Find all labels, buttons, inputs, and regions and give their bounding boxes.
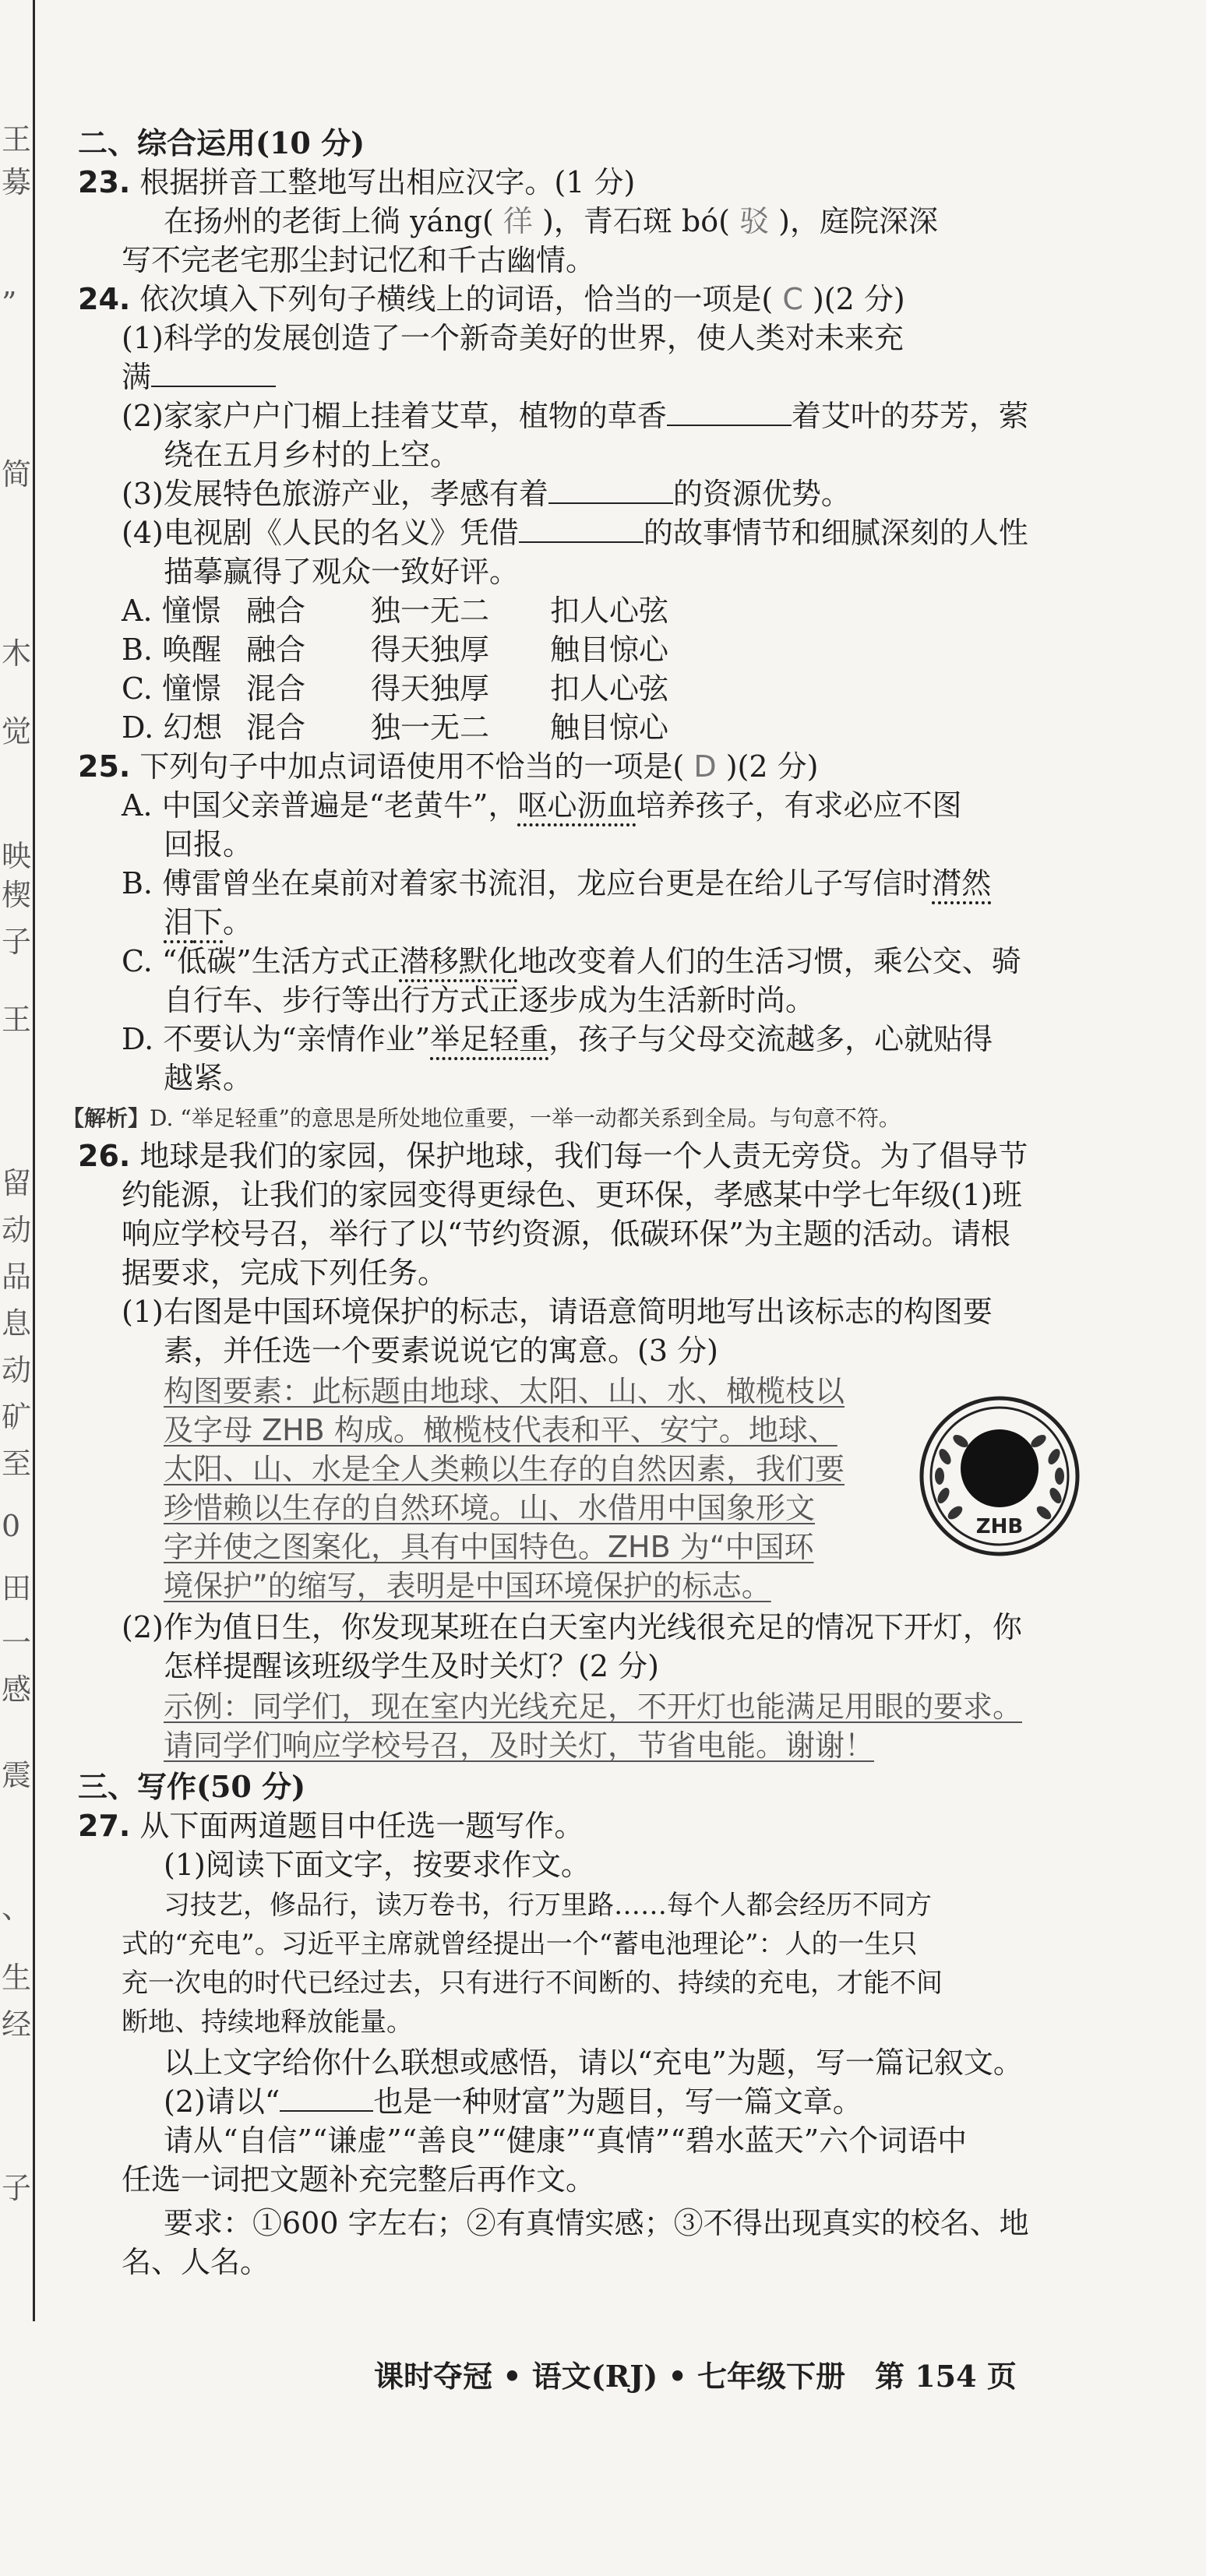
question-number: 26. [78, 1139, 131, 1173]
requirements-line: 名、人名。 [122, 2245, 270, 2279]
option-cell: 融合 [246, 633, 306, 667]
dotted-phrase: 呕心沥血 [517, 788, 636, 823]
answer-line: 珍惜赖以生存的自然环境。山、水借用中国象形文 [164, 1491, 816, 1525]
question-text: 根据拼音工整地写出相应汉字。(1 分) [139, 165, 636, 199]
option-cell: A. 憧憬 [122, 594, 221, 628]
option-cell: 扣人心弦 [550, 671, 669, 706]
analysis-note [62, 1100, 901, 1137]
question-number: 27. [78, 1809, 131, 1843]
margin-char: 王 [2, 122, 32, 157]
margin-char: 楔 [2, 878, 32, 912]
question-27-stem [78, 1807, 584, 1845]
analysis-label: 【解析】 [62, 1105, 150, 1131]
text-segment: A. 中国父亲普遍是“老黄牛”， [122, 788, 518, 823]
text-segment: 在扬州的老街上徜 yáng( [164, 204, 494, 238]
text-segment: 地改变着人们的生活习惯，乘公交、骑 [517, 944, 1021, 978]
text-segment: 培养孩子，有求必应不图 [636, 788, 962, 823]
sentence: 绕在五月乡村的上空。 [164, 438, 460, 472]
handwritten-answer: 驳 [739, 204, 770, 238]
option-a [122, 787, 962, 824]
text-segment: (2)家家户户门楣上挂着艾草，植物的草香 [122, 399, 667, 433]
sentence [122, 397, 1028, 435]
text-segment: 地球是我们的家园，保护地球，我们每一个人责无旁贷。为了倡导节 [139, 1139, 1028, 1173]
text-segment: 的资源优势。 [672, 477, 851, 511]
prompt-line: 请从“自信”“谦虚”“善良”“健康”“真情”“碧水蓝天”六个词语中 [164, 2123, 968, 2158]
text-segment: (4)电视剧《人民的名义》凭借 [122, 516, 519, 550]
question-24-stem [78, 280, 905, 318]
paragraph-line: 据要求，完成下列任务。 [122, 1256, 448, 1290]
dotted-phrase: 潸然 [932, 866, 992, 900]
text-segment: (3)发展特色旅游产业，孝感有着 [122, 477, 548, 511]
margin-char: 震 [2, 1758, 32, 1792]
option-cell: 混合 [246, 710, 306, 745]
option-cell: D. 幻想 [122, 710, 223, 745]
margin-char: ” [2, 286, 17, 320]
topic-option: (1)阅读下面文字，按要求作文。 [164, 1848, 591, 1882]
topic-option [164, 2083, 862, 2120]
margin-char: 0 [2, 1509, 21, 1543]
page-footer: 课时夺冠 • 语文(RJ) • 七年级下册 第 154 页 [374, 2359, 1017, 2394]
material-line: 断地、持续地释放能量。 [122, 2007, 413, 2038]
option-row [122, 709, 668, 746]
answer-line: 及字母 ZHB 构成。橄榄枝代表和平、安宁。地球、 [164, 1413, 838, 1447]
dotted-phrase: 举足轻重 [430, 1022, 549, 1056]
question-23-line [164, 203, 938, 240]
margin-char: 感 [2, 1672, 32, 1707]
margin-char: 动 [2, 1353, 32, 1387]
margin-char: 矿 [2, 1400, 32, 1434]
margin-char: 木 [2, 636, 32, 671]
margin-char: 觉 [2, 714, 32, 749]
text-segment: 依次填入下列句子横线上的词语，恰当的一项是( [139, 282, 774, 316]
margin-char: 生 [2, 1961, 32, 1995]
handwritten-answer: C [782, 282, 803, 316]
text-segment: (2)请以“ [164, 2084, 280, 2119]
question-23-line: 写不完老宅那尘封记忆和千古幽情。 [122, 243, 596, 277]
sentence: 描摹赢得了观众一致好评。 [164, 555, 520, 589]
question-23-stem [78, 164, 635, 201]
fill-blank [667, 398, 792, 426]
sentence: (1)科学的发展创造了一个新奇美好的世界，使人类对未来充 [122, 321, 904, 355]
option-cell: 得天独厚 [371, 633, 490, 667]
earth-icon [961, 1429, 1038, 1507]
dotted-phrase: 泪 [164, 905, 194, 939]
answer-line: 境保护”的缩写，表明是中国环境保护的标志。 [164, 1569, 771, 1603]
option-c [122, 943, 1021, 980]
text-segment: 也是一种财富”为题目，写一篇文章。 [373, 2084, 862, 2119]
margin-char: 子 [2, 925, 32, 959]
handwritten-answer: 徉 [503, 204, 533, 238]
dotted-phrase: 潜移默化 [399, 944, 518, 978]
margin-char: 留 [2, 1166, 32, 1200]
option-cell: 得天独厚 [371, 671, 490, 706]
text-segment: )，青石斑 bó( [542, 204, 730, 238]
option-cell: 独一无二 [371, 710, 490, 745]
option-row [122, 670, 668, 707]
option-row [122, 592, 668, 629]
text-segment: )(2 分) [812, 282, 905, 316]
text-segment: D. 不要认为“亲情作业” [122, 1022, 431, 1056]
question-number: 23. [78, 165, 131, 199]
environmental-protection-logo [918, 1394, 1081, 1558]
option-cell: 扣人心弦 [550, 594, 669, 628]
option-b [122, 865, 991, 902]
answer-line: 示例：同学们，现在室内光线充足，不开灯也能满足用眼的要求。 [164, 1690, 1023, 1724]
option-c-cont: 自行车、步行等出行方式正逐步成为生活新时尚。 [164, 983, 816, 1017]
handwritten-answer: D [693, 749, 717, 784]
fill-blank [548, 476, 673, 504]
sub-question: (2)作为值日生，你发现某班在白天室内光线很充足的情况下开灯，你 [122, 1610, 1022, 1644]
option-a-cont: 回报。 [164, 827, 253, 862]
binding-margin [0, 0, 35, 2321]
margin-char: 息 [2, 1306, 32, 1341]
margin-char: 品 [2, 1260, 32, 1294]
answer-line: 请同学们响应学校号召，及时关灯，节省电能。谢谢！ [164, 1728, 875, 1763]
question-number: 25. [78, 749, 131, 784]
text-segment: B. 傅雷曾坐在桌前对着家书流泪，龙应台更是在给儿子写信时 [122, 866, 933, 900]
text-segment: 满 [122, 360, 152, 394]
prompt-line: 以上文字给你什么联想或感悟，请以“充电”为题，写一篇记叙文。 [164, 2046, 1023, 2080]
fill-blank [280, 2084, 373, 2112]
sentence [122, 358, 276, 396]
margin-char: 募 [2, 165, 32, 199]
text-segment: 从下面两道题目中任选一题写作。 [139, 1809, 584, 1843]
dotted-phrase: 下 [193, 905, 224, 939]
logo-text: ZHB [975, 1515, 1024, 1538]
sentence [122, 514, 1028, 551]
margin-char: 动 [2, 1213, 32, 1247]
material-line: 习技艺，修品行，读万卷书，行万里路……每个人都会经历不同方 [164, 1890, 932, 1921]
option-cell: B. 唤醒 [122, 633, 222, 667]
option-cell: 触目惊心 [550, 633, 669, 667]
paragraph-line: 响应学校号召，举行了以“节约资源，低碳环保”为主题的活动。请根 [122, 1217, 1010, 1251]
text-segment: 。 [223, 905, 253, 939]
option-cell: C. 憧憬 [122, 671, 221, 706]
text-segment: 着艾叶的芬芳，萦 [791, 399, 1028, 433]
analysis-text: D. “举足轻重”的意思是所处地位重要，一举一动都关系到全局。与句意不符。 [150, 1105, 901, 1131]
text-segment: )，庭院深深 [778, 204, 938, 238]
text-segment: 的故事情节和细腻深刻的人性 [643, 516, 1028, 550]
option-cell: 独一无二 [371, 594, 490, 628]
margin-char: 至 [2, 1447, 32, 1481]
fill-blank [151, 359, 276, 387]
sub-question: (1)右图是中国环境保护的标志，请语意简明地写出该标志的构图要 [122, 1295, 993, 1329]
text-segment: C. “低碳”生活方式正 [122, 944, 400, 978]
option-d-cont: 越紧。 [164, 1061, 253, 1095]
option-d [122, 1020, 993, 1058]
requirements-line: 要求：①600 字左右；②有真情实感；③不得出现真实的校名、地 [164, 2206, 1029, 2240]
paragraph-line: 约能源，让我们的家园变得更绿色、更环保，孝感某中学七年级(1)班 [122, 1178, 1022, 1212]
margin-char: 田 [2, 1571, 32, 1605]
margin-char: 经 [2, 2007, 32, 2042]
question-26-stem [78, 1137, 1028, 1175]
margin-char: 、 [2, 1891, 32, 1925]
margin-char: 一 [2, 1626, 32, 1660]
question-25-stem [78, 748, 818, 785]
option-b-cont [164, 904, 252, 941]
section-heading: 三、写作(50 分) [78, 1769, 306, 1804]
text-segment: )(2 分) [725, 749, 819, 784]
sub-question: 怎样提醒该班级学生及时关灯？(2 分) [164, 1649, 659, 1683]
fill-blank [519, 515, 644, 543]
section-heading: 二、综合运用(10 分) [78, 125, 365, 160]
option-cell: 融合 [246, 594, 306, 628]
answer-line: 构图要素：此标题由地球、太阳、山、水、橄榄枝以 [164, 1374, 845, 1408]
margin-char: 映 [2, 839, 32, 873]
prompt-line: 任选一词把文题补充完整后再作文。 [122, 2162, 596, 2197]
margin-char: 子 [2, 2171, 32, 2205]
question-number: 24. [78, 282, 131, 316]
material-line: 式的“充电”。习近平主席就曾经提出一个“蓄电池理论”：人的一生只 [122, 1929, 918, 1960]
text-segment: ，孩子与父母交流越多，心就贴得 [548, 1022, 993, 1056]
margin-char: 简 [2, 457, 32, 492]
option-cell: 触目惊心 [550, 710, 669, 745]
option-cell: 混合 [246, 671, 306, 706]
margin-char: 王 [2, 1003, 32, 1037]
sentence [122, 475, 851, 513]
material-line: 充一次电的时代已经过去，只有进行不间断的、持续的充电，才能不间 [122, 1968, 943, 1999]
answer-line: 太阳、山、水是全人类赖以生存的自然因素，我们要 [164, 1452, 845, 1486]
answer-line: 字并使之图案化，具有中国特色。ZHB 为“中国环 [164, 1530, 814, 1564]
option-row [122, 631, 668, 668]
sub-question: 素，并任选一个要素说说它的寓意。(3 分) [164, 1334, 718, 1368]
text-segment: 下列句子中加点词语使用不恰当的一项是( [139, 749, 685, 784]
